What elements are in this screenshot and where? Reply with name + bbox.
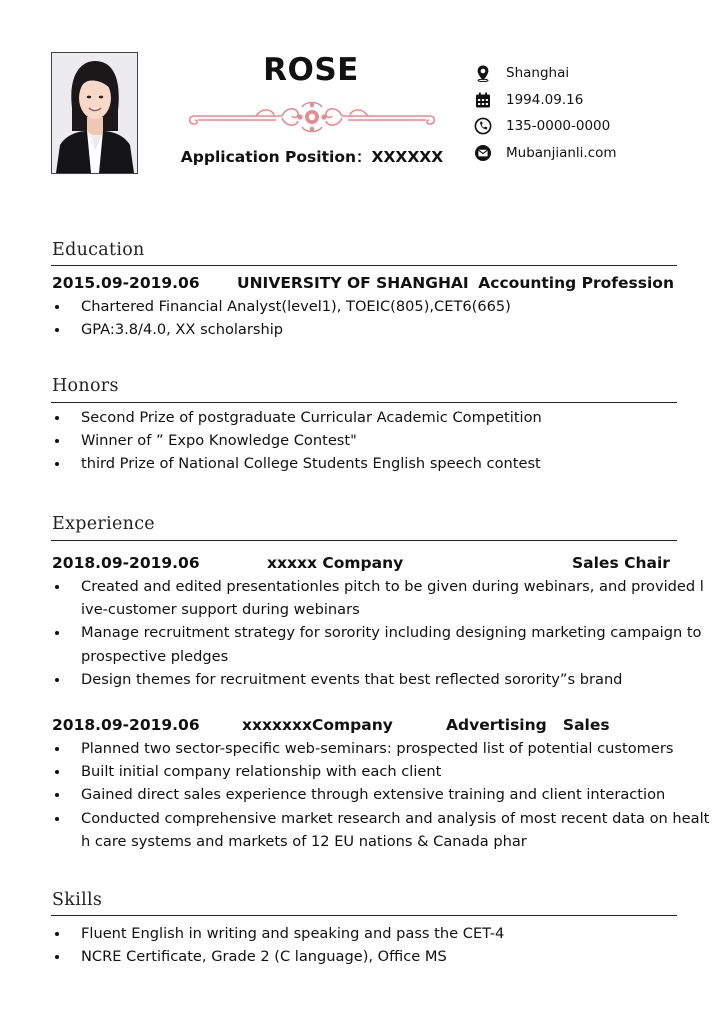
job-header-row [52, 552, 674, 574]
location-icon [474, 64, 492, 82]
list-item: Created and edited presentationles pitch to be given during webinars, and provided l ive-customer support during webinars [52, 575, 678, 621]
candidate-name: ROSE [263, 52, 359, 88]
contact-location-text: Shanghai [506, 65, 570, 81]
contact-phone-text: 135-0000-0000 [506, 118, 611, 134]
contact-phone [474, 115, 610, 137]
application-position: Application Position：XXXXXX [180, 148, 444, 166]
calendar-icon [474, 91, 492, 109]
list-item: NCRE Certificate, Grade 2 (C language), Office MS [52, 945, 678, 968]
list-item: GPA:3.8/4.0, XX scholarship [52, 318, 678, 341]
skills-divider [51, 915, 677, 916]
list-item: Chartered Financial Analyst(level1), TOEIC(805),CET6(665) [52, 295, 678, 318]
contact-email [474, 142, 617, 164]
list-item: Manage recruitment strategy for sorority including designing marketing campaign to prospective pledges [52, 621, 678, 667]
job-period: 2018.09-2019.06 [52, 554, 200, 572]
education-school: UNIVERSITY OF SHANGHAI [237, 274, 469, 292]
list-item: Fluent English in writing and speaking and pass the CET-4 [52, 922, 678, 945]
education-list [52, 295, 678, 341]
list-item: Planned two sector-specific web-seminars: prospected list of potential customers [52, 737, 678, 760]
list-item: Second Prize of postgraduate Curricular Academic Competition [52, 406, 678, 429]
contact-location [474, 62, 569, 84]
contact-birthday [474, 89, 583, 111]
job-duty-list [52, 575, 704, 691]
education-section-title: Education [52, 240, 145, 260]
job-header-row [52, 714, 674, 736]
job-period: 2018.09-2019.06 [52, 716, 200, 734]
email-icon [474, 144, 492, 162]
list-item: Conducted comprehensive market research and analysis of most recent data on healt h care systems and markets of 12 EU nations & Canada phar [52, 807, 678, 853]
decorative-divider-ornament [186, 97, 438, 133]
list-item: third Prize of National College Students English speech contest [52, 452, 678, 475]
list-item: Winner of ” Expo Knowledge Contest" [52, 429, 678, 452]
experience-divider [51, 540, 677, 541]
education-period: 2015.09-2019.06 [52, 274, 200, 292]
job-duty-list [52, 737, 710, 853]
honors-list [52, 406, 678, 476]
list-item: Gained direct sales experience through extensive training and client interaction [52, 783, 678, 806]
skills-list [52, 922, 678, 968]
portrait-image [52, 53, 137, 173]
honors-divider [51, 402, 677, 403]
contact-birthday-text: 1994.09.16 [506, 92, 584, 108]
honors-section-title: Honors [52, 376, 119, 396]
education-header-row [52, 272, 674, 294]
job-role: Advertising Sales [446, 716, 610, 734]
profile-photo [51, 52, 138, 174]
education-divider [51, 265, 677, 266]
list-item: Built initial company relationship with each client [52, 760, 678, 783]
job-company: xxxxx Company [267, 554, 404, 572]
list-item: Design themes for recruitment events that best reflected sorority”s brand [52, 668, 678, 691]
skills-section-title: Skills [52, 890, 103, 910]
phone-icon [474, 117, 492, 135]
education-major: Accounting Profession [478, 274, 674, 292]
experience-section-title: Experience [52, 514, 155, 534]
job-role: Sales Chair [572, 554, 670, 572]
contact-email-text: Mubanjianli.com [506, 145, 617, 161]
job-company: xxxxxxxCompany [242, 716, 393, 734]
